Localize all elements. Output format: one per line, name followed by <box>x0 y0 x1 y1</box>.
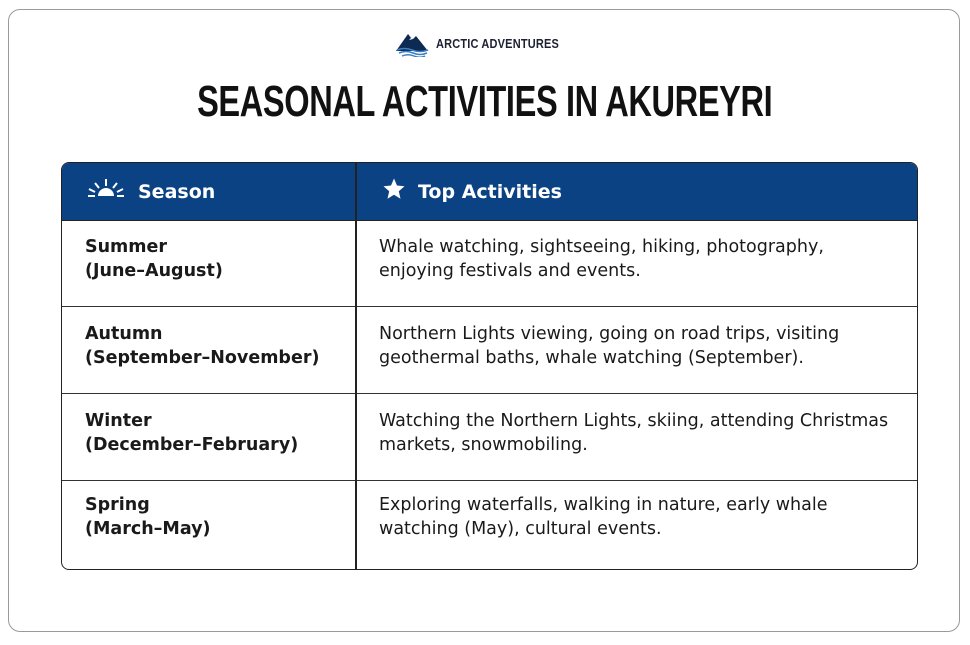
table-row <box>62 394 917 481</box>
table-row <box>62 481 917 570</box>
season-cell <box>85 322 319 370</box>
brand-header <box>0 31 970 57</box>
activities-cell: Northern Lights viewing, going on road trips, visiting geothermal baths, whale watching (September). <box>379 324 840 368</box>
brand-name: ARCTIC ADVENTURES <box>436 37 560 51</box>
activities-cell: Watching the Northern Lights, skiing, attending Christmas markets, snowmobiling. <box>379 411 889 455</box>
column-header-season <box>86 163 215 220</box>
activities-cell: Whale watching, sightseeing, hiking, photography, enjoying festivals and events. <box>379 237 824 281</box>
table-row <box>62 307 917 394</box>
page-title <box>0 78 970 126</box>
column-header-activities <box>382 163 562 220</box>
season-cell <box>85 409 298 457</box>
mountain-waves-logo-icon <box>394 31 430 57</box>
column-header-label: Season <box>138 180 216 203</box>
season-name: Autumn <box>85 324 163 344</box>
season-cell <box>85 493 211 541</box>
seasonal-activities-table <box>61 162 918 570</box>
sunrise-icon <box>86 178 126 205</box>
star-icon <box>382 177 406 206</box>
season-months: (June–August) <box>85 261 223 281</box>
season-months: (December–February) <box>85 435 299 455</box>
season-name: Summer <box>85 237 168 257</box>
season-months: (March–May) <box>85 519 211 539</box>
table-header <box>62 163 917 221</box>
page-title-text: SEASONAL ACTIVITIES IN AKUREYRI <box>197 77 773 126</box>
table-row <box>62 220 917 307</box>
season-name: Winter <box>85 411 152 431</box>
season-cell <box>85 235 223 283</box>
activities-cell: Exploring waterfalls, walking in nature, early whale watching (May), cultural events. <box>379 495 828 539</box>
season-name: Spring <box>85 495 150 515</box>
season-months: (September–November) <box>85 348 320 368</box>
column-header-label: Top Activities <box>418 180 562 203</box>
column-divider <box>355 163 357 569</box>
